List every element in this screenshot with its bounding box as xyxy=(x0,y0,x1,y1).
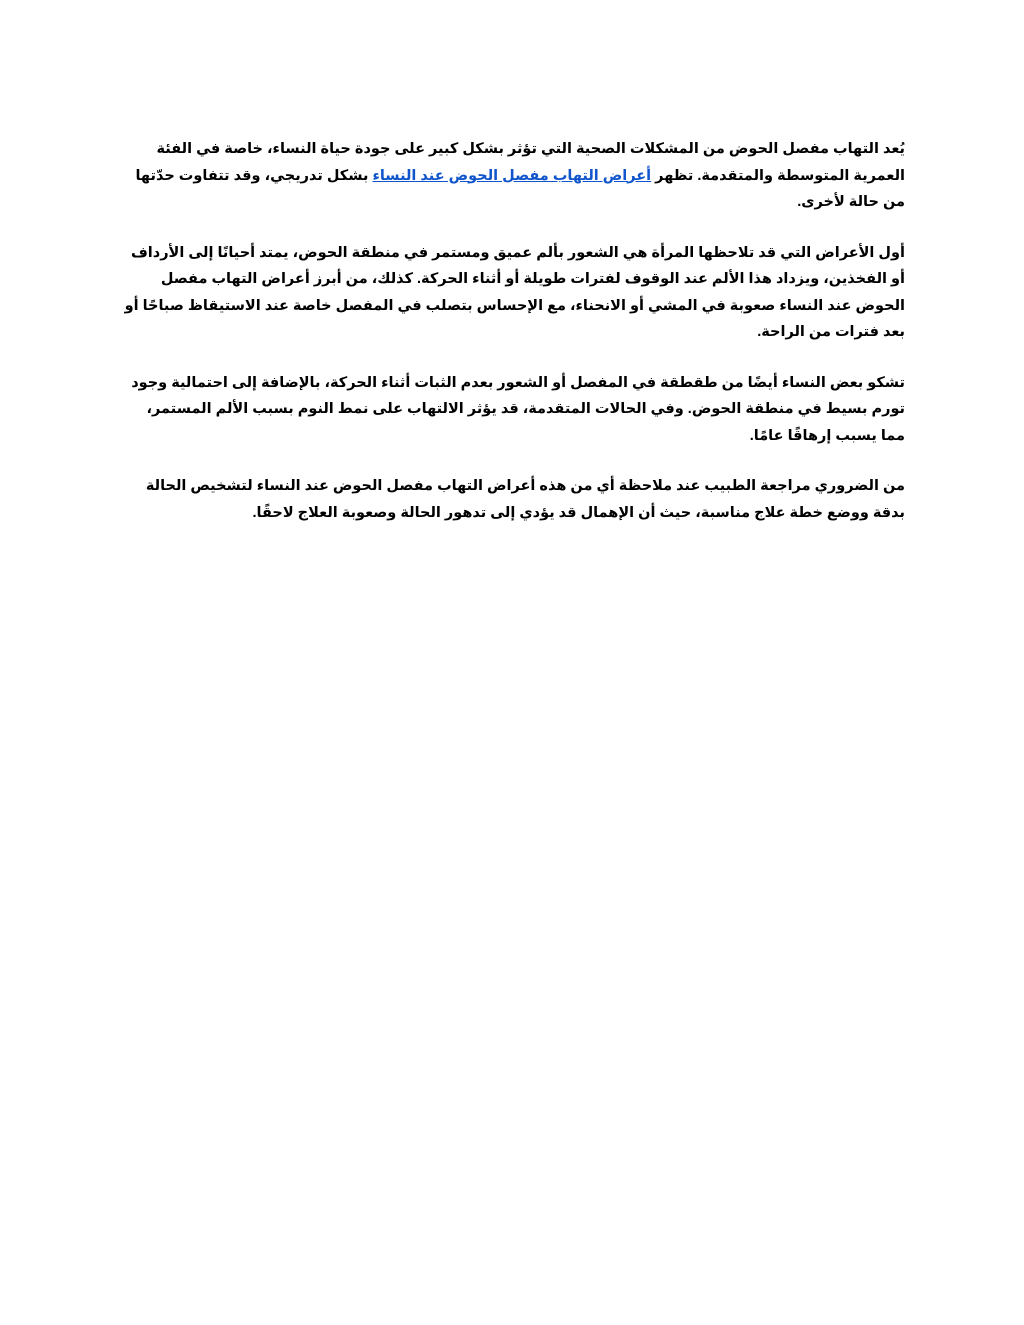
paragraph-intro-tail: بشكل تدريجي، وقد تتفاوت حدّتها من حالة لأخرى. xyxy=(135,167,905,210)
paragraph-other-symptoms: تشكو بعض النساء أيضًا من طقطقة في المفصل أو الشعور بعدم الثبات أثناء الحركة، بالإضافة إلى احتمالية وجود تورم بسيط في منطقة الحوض. وفي الحالات المتقدمة، قد يؤثر الالتهاب على نمط النوم بسبب الألم المستمر، مما يسبب إرهاقًا عامًا. xyxy=(131,374,905,444)
document-body xyxy=(120,136,905,550)
paragraph-first-symptoms: أول الأعراض التي قد تلاحظها المرأة هي الشعور بألم عميق ومستمر في منطقة الحوض، يمتد أحيانًا إلى الأرداف أو الفخذين، ويزداد هذا الألم عند الوقوف لفترات طويلة أو أثناء الحركة. كذلك، من أبرز أعراض التهاب مفصل الحوض عند النساء صعوبة في المشي أو الانحناء، مع الإحساس بتصلب في المفصل خاصة عند الاستيقاظ صباحًا أو بعد فترات من الراحة. xyxy=(124,244,905,340)
paragraph-intro-text: يُعد التهاب مفصل الحوض من المشكلات الصحية التي تؤثر بشكل كبير على جودة حياة النساء، خاصة في الفئة العمرية المتوسطة والمتقدمة. تظهر xyxy=(156,141,905,184)
symptoms-link[interactable]: أعراض التهاب مفصل الحوض عند النساء xyxy=(372,167,652,184)
paragraph-doctor-advice: من الضروري مراجعة الطبيب عند ملاحظة أي من هذه أعراض التهاب مفصل الحوض عند النساء لتشخيص الحالة بدقة ووضع خطة علاج مناسبة، حيث أن الإهمال قد يؤدي إلى تدهور الحالة وصعوبة العلاج لاحقًا. xyxy=(145,478,905,521)
paragraph-intro xyxy=(120,136,905,216)
